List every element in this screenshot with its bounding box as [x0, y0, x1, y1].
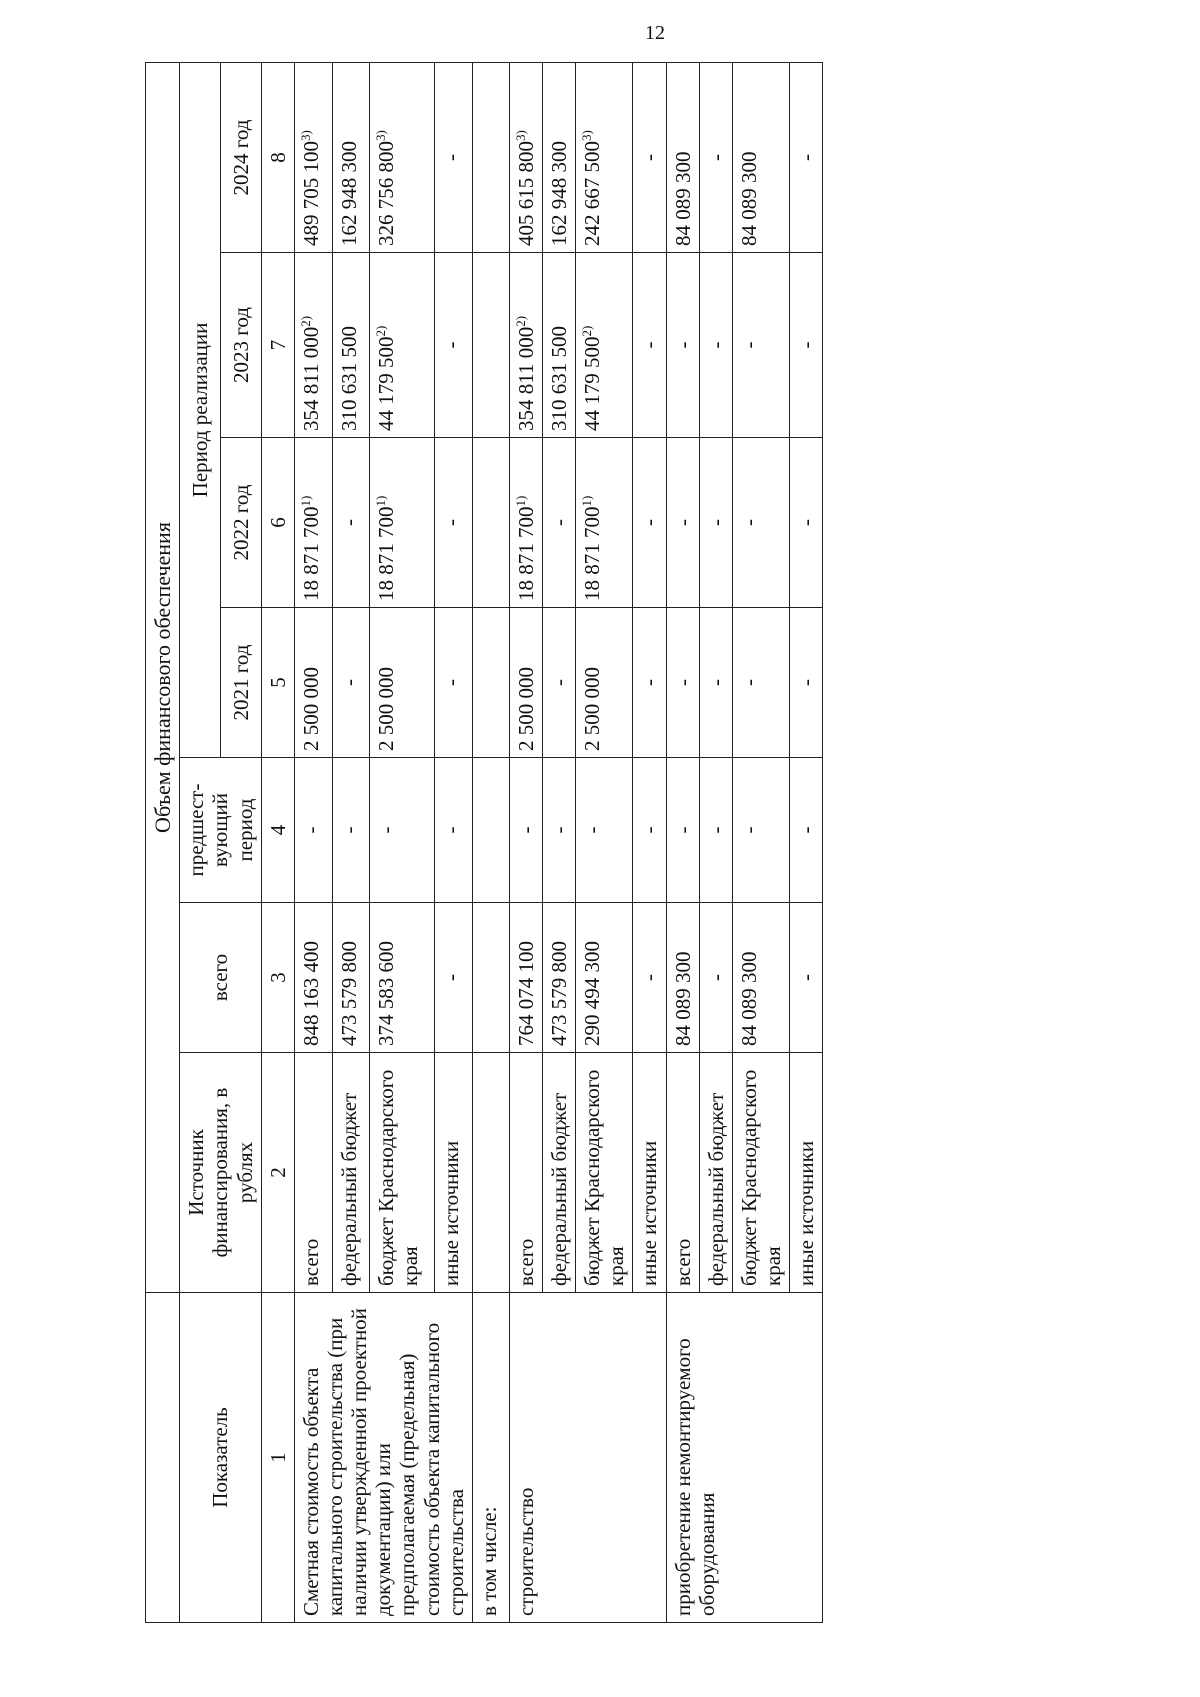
value-cell: 326 756 800$^{3)}$	[370, 62, 435, 252]
column-number: 4	[261, 758, 294, 903]
value-cell: 2 500 000	[294, 608, 332, 758]
footnote-mark: 1)	[512, 495, 528, 507]
value-cell: -	[633, 253, 666, 438]
value-cell: 162 948 300	[542, 62, 575, 252]
table-row	[472, 62, 509, 1622]
value-cell: 489 705 100$^{3)}$	[294, 62, 332, 252]
value-cell: -	[332, 758, 370, 903]
source-cell: иные источники	[633, 1053, 666, 1293]
empty-cell	[472, 608, 509, 758]
table-row	[666, 62, 699, 1622]
value-cell: 242 667 500$^{3)}$	[576, 62, 633, 252]
value-cell: -	[294, 758, 332, 903]
value-cell: 764 074 100	[509, 903, 542, 1053]
header-year-2021: 2021 год	[221, 608, 262, 758]
table-row	[509, 62, 542, 1622]
value-cell: 354 811 000$^{2)}$	[294, 253, 332, 438]
value-cell: -	[542, 758, 575, 903]
footnote-mark: 2)	[373, 325, 389, 337]
value-cell: 310 631 500	[542, 253, 575, 438]
empty-cell	[472, 438, 509, 608]
value-cell: -	[435, 608, 473, 758]
footnote-mark: 3)	[512, 130, 528, 141]
value-cell: 84 089 300	[732, 903, 789, 1053]
value-cell: -	[790, 903, 823, 1053]
value-cell: -	[633, 758, 666, 903]
indicator-cell: Сметная стоимость объекта капитального строительства (при наличии утвержденной проектной документации) или предполагаемая (предельная) стоимость объекта капитального строительства	[294, 1293, 472, 1623]
value-cell: -	[509, 758, 542, 903]
value-cell: -	[633, 438, 666, 608]
value-cell: 310 631 500	[332, 253, 370, 438]
value-cell: 2 500 000	[576, 608, 633, 758]
column-number: 8	[261, 62, 294, 252]
value-cell: -	[732, 758, 789, 903]
value-cell: -	[732, 438, 789, 608]
value-cell: -	[633, 903, 666, 1053]
value-cell: -	[370, 758, 435, 903]
footnote-mark: 1)	[579, 495, 595, 507]
column-number: 7	[261, 253, 294, 438]
indicator-cell: строительство	[509, 1293, 666, 1623]
footnote-mark: 2)	[297, 315, 313, 327]
empty-cell	[472, 62, 509, 252]
value-cell: -	[790, 608, 823, 758]
header-implementation-period: Период реализации	[180, 62, 221, 757]
value-cell: 18 871 700$^{1)}$	[576, 438, 633, 608]
value-cell: 18 871 700$^{1)}$	[294, 438, 332, 608]
value-cell: 84 089 300	[666, 62, 699, 252]
source-cell: федеральный бюджет	[699, 1053, 732, 1293]
value-cell: -	[790, 62, 823, 252]
header-year-2023: 2023 год	[221, 253, 262, 438]
value-cell: -	[790, 438, 823, 608]
value-cell: -	[633, 62, 666, 252]
value-cell: -	[732, 253, 789, 438]
value-cell: -	[666, 608, 699, 758]
source-cell: бюджет Краснодарского края	[576, 1053, 633, 1293]
value-cell: 2 500 000	[370, 608, 435, 758]
value-cell: -	[699, 608, 732, 758]
empty-cell	[472, 758, 509, 903]
indicator-cell: приобретение немонтируемого оборудования	[666, 1293, 823, 1623]
value-cell: 405 615 800$^{3)}$	[509, 62, 542, 252]
footnote-mark: 2)	[579, 325, 595, 337]
source-cell: иные источники	[790, 1053, 823, 1293]
financing-table	[145, 62, 823, 1623]
rotated-table-wrapper	[145, 63, 1145, 1623]
value-cell: 162 948 300	[332, 62, 370, 252]
header-source: Источник финансирования, в рублях	[180, 1053, 261, 1293]
footnote-mark: 2)	[512, 315, 528, 327]
value-cell: 354 811 000$^{2)}$	[509, 253, 542, 438]
source-cell: всего	[509, 1053, 542, 1293]
value-cell: -	[699, 438, 732, 608]
blank-corner-cell	[146, 1293, 180, 1623]
value-cell: -	[576, 758, 633, 903]
empty-cell	[472, 903, 509, 1053]
value-cell: -	[790, 253, 823, 438]
value-cell: 290 494 300	[576, 903, 633, 1053]
table-row	[294, 62, 332, 1622]
value-cell: -	[666, 438, 699, 608]
source-cell: иные источники	[435, 1053, 473, 1293]
value-cell: -	[666, 253, 699, 438]
column-number: 6	[261, 438, 294, 608]
value-cell: -	[666, 758, 699, 903]
header-total: всего	[180, 903, 261, 1053]
footnote-mark: 3)	[297, 130, 313, 141]
header-year-2022: 2022 год	[221, 438, 262, 608]
value-cell: -	[435, 758, 473, 903]
source-cell: бюджет Краснодарского края	[732, 1053, 789, 1293]
column-number: 5	[261, 608, 294, 758]
column-number: 1	[261, 1293, 294, 1623]
column-number: 2	[261, 1053, 294, 1293]
source-cell: федеральный бюджет	[542, 1053, 575, 1293]
value-cell: 84 089 300	[732, 62, 789, 252]
value-cell: 18 871 700$^{1)}$	[370, 438, 435, 608]
value-cell: 18 871 700$^{1)}$	[509, 438, 542, 608]
value-cell: 44 179 500$^{2)}$	[576, 253, 633, 438]
source-cell: всего	[666, 1053, 699, 1293]
value-cell: 2 500 000	[509, 608, 542, 758]
value-cell: -	[332, 608, 370, 758]
empty-cell	[472, 1053, 509, 1293]
value-cell: -	[435, 62, 473, 252]
source-cell: бюджет Краснодарского края	[370, 1053, 435, 1293]
value-cell: -	[542, 608, 575, 758]
header-previous-period: предшест-вующий период	[180, 758, 261, 903]
header-year-2024: 2024 год	[221, 62, 262, 252]
footnote-mark: 1)	[373, 495, 389, 507]
footnote-mark: 3)	[579, 130, 595, 141]
value-cell: -	[699, 758, 732, 903]
column-number: 3	[261, 903, 294, 1053]
value-cell: -	[435, 253, 473, 438]
source-cell: всего	[294, 1053, 332, 1293]
value-cell: -	[732, 608, 789, 758]
footnote-mark: 3)	[373, 130, 389, 141]
value-cell: -	[699, 62, 732, 252]
empty-cell	[472, 253, 509, 438]
value-cell: -	[435, 438, 473, 608]
value-cell: 44 179 500$^{2)}$	[370, 253, 435, 438]
value-cell: -	[633, 608, 666, 758]
table-title: Объем финансового обеспечения	[146, 62, 180, 1292]
value-cell: 848 163 400	[294, 903, 332, 1053]
value-cell: -	[790, 758, 823, 903]
page-number: 12	[645, 22, 665, 44]
source-cell: федеральный бюджет	[332, 1053, 370, 1293]
value-cell: -	[542, 438, 575, 608]
footnote-mark: 1)	[297, 495, 313, 507]
value-cell: -	[435, 903, 473, 1053]
value-cell: -	[699, 903, 732, 1053]
value-cell: -	[332, 438, 370, 608]
indicator-cell: в том числе:	[472, 1293, 509, 1623]
value-cell: 473 579 800	[542, 903, 575, 1053]
header-indicator: Показатель	[180, 1293, 261, 1623]
value-cell: -	[699, 253, 732, 438]
value-cell: 374 583 600	[370, 903, 435, 1053]
value-cell: 84 089 300	[666, 903, 699, 1053]
rotated-table-container	[145, 63, 1145, 1623]
value-cell: 473 579 800	[332, 903, 370, 1053]
